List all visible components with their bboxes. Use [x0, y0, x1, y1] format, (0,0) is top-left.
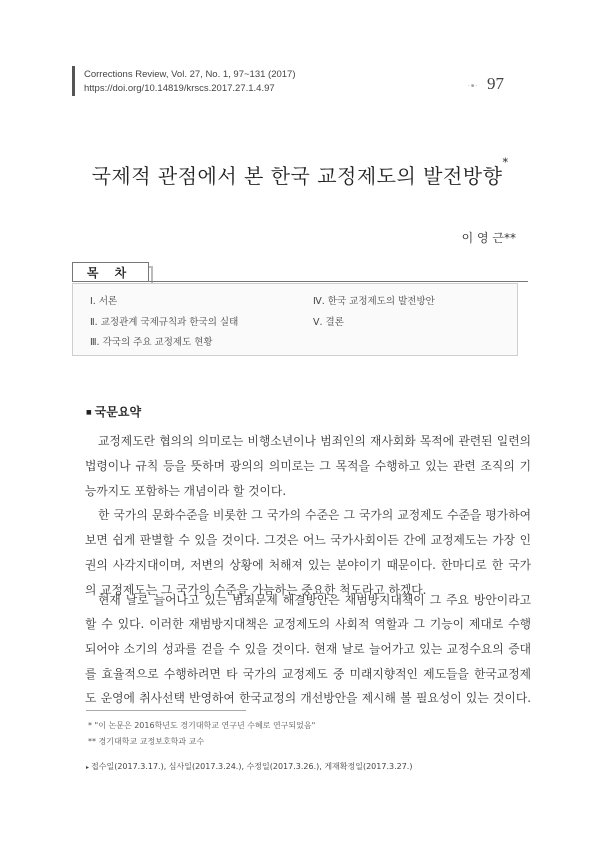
manuscript-dates-text: 접수일(2017.3.17.), 심사일(2017.3.24.), 수정일(2017.3.26.), 게재확정일(2017.3.27.)	[91, 762, 413, 771]
summary-line: 능까지도 포함하는 개념이라 할 것이다.	[85, 484, 287, 498]
summary-line: 되어야 소기의 성과를 걷을 수 있을 것이다. 현재 날로 늘어가고 있는 교정수요의 증대	[85, 642, 531, 656]
footnote-affiliation: ** 경기대학교 교정보호학과 교수	[88, 737, 205, 746]
manuscript-dates	[86, 761, 412, 772]
page-number: 97	[487, 74, 504, 93]
doi-link[interactable]: https://doi.org/10.14819/krscs.2017.27.1.4.97	[84, 83, 275, 94]
summary-line: 교정제도란 협의의 의미로는 비행소년이나 범죄인의 재사회화 목적에 관련된 일련의	[98, 434, 531, 448]
summary-line: 한 국가의 문화수준을 비롯한 그 국가의 수준은 그 국가의 교정제도 수준을 평가하여	[98, 508, 531, 522]
summary-line: 할 수 있다. 이러한 재범방지대책은 교정제도의 사회적 역할과 그 기능이 제대로 수행	[85, 617, 531, 631]
summary-line: 를 효율적으로 수행하려면 타 국가의 교정제도 중 미래지향적인 제도들을 한국교정제	[85, 667, 531, 681]
toc-heading: 목 차	[86, 266, 133, 280]
paper-title-text: 국제적 관점에서 본 한국 교정제도의 발전방향	[91, 164, 503, 188]
author-name: 이 영 근**	[461, 231, 516, 245]
journal-citation: Corrections Review, Vol. 27, No. 1, 97~131 (2017)	[84, 69, 296, 80]
page-mark: - ■ -	[468, 83, 478, 89]
footnote-rule	[86, 710, 246, 711]
summary-heading	[86, 403, 141, 420]
summary-line: 현재 날로 늘어나고 있는 범죄문제 해결방안은 재범방지대책이 그 주요 방안이라고	[98, 593, 531, 607]
paper-title	[0, 156, 600, 189]
summary-line: 법령이나 규칙 등을 뜻하며 광의의 의미로는 그 목적을 수행하고 있는 관련 조직의 기	[85, 459, 531, 473]
toc-item: Ⅲ. 각국의 주요 교정제도 현황	[90, 337, 213, 348]
summary-line: 권의 사각지대이며, 저변의 상황에 처해져 있는 분야이기 때문이다. 한마디로 한 국가	[85, 558, 531, 572]
header-accent-bar	[72, 66, 75, 96]
summary-line: 보면 쉽게 판별할 수 있을 것이다. 그것은 어느 국가사회이든 간에 교정제도는 가장 인	[85, 533, 531, 547]
square-bullet-icon: ■	[86, 409, 92, 416]
toc-divider	[72, 281, 528, 282]
toc-item: Ⅳ. 한국 교정제도의 발전방안	[313, 296, 435, 307]
summary-heading-text: 국문요약	[94, 405, 142, 419]
toc-item: Ⅰ. 서론	[90, 296, 118, 307]
footnote-funding: * "이 논문은 2016학년도 경기대학교 연구년 수혜로 연구되었음"	[88, 721, 316, 730]
summary-line: 의 교정제도는 그 국가의 수준을 가늠하는 중요한 척도라고 하겠다.	[85, 583, 427, 597]
toc-item: Ⅴ. 결론	[313, 317, 344, 328]
triangle-bullet-icon: ▸	[86, 764, 90, 771]
summary-line: 도 운영에 취사선택 반영하여 한국교정의 개선방안을 제시해 볼 필요성이 있는 것이다.	[85, 691, 531, 705]
title-footnote-mark: *	[502, 156, 509, 169]
toc-item: Ⅱ. 교정관계 국제규칙과 한국의 실태	[90, 317, 239, 328]
